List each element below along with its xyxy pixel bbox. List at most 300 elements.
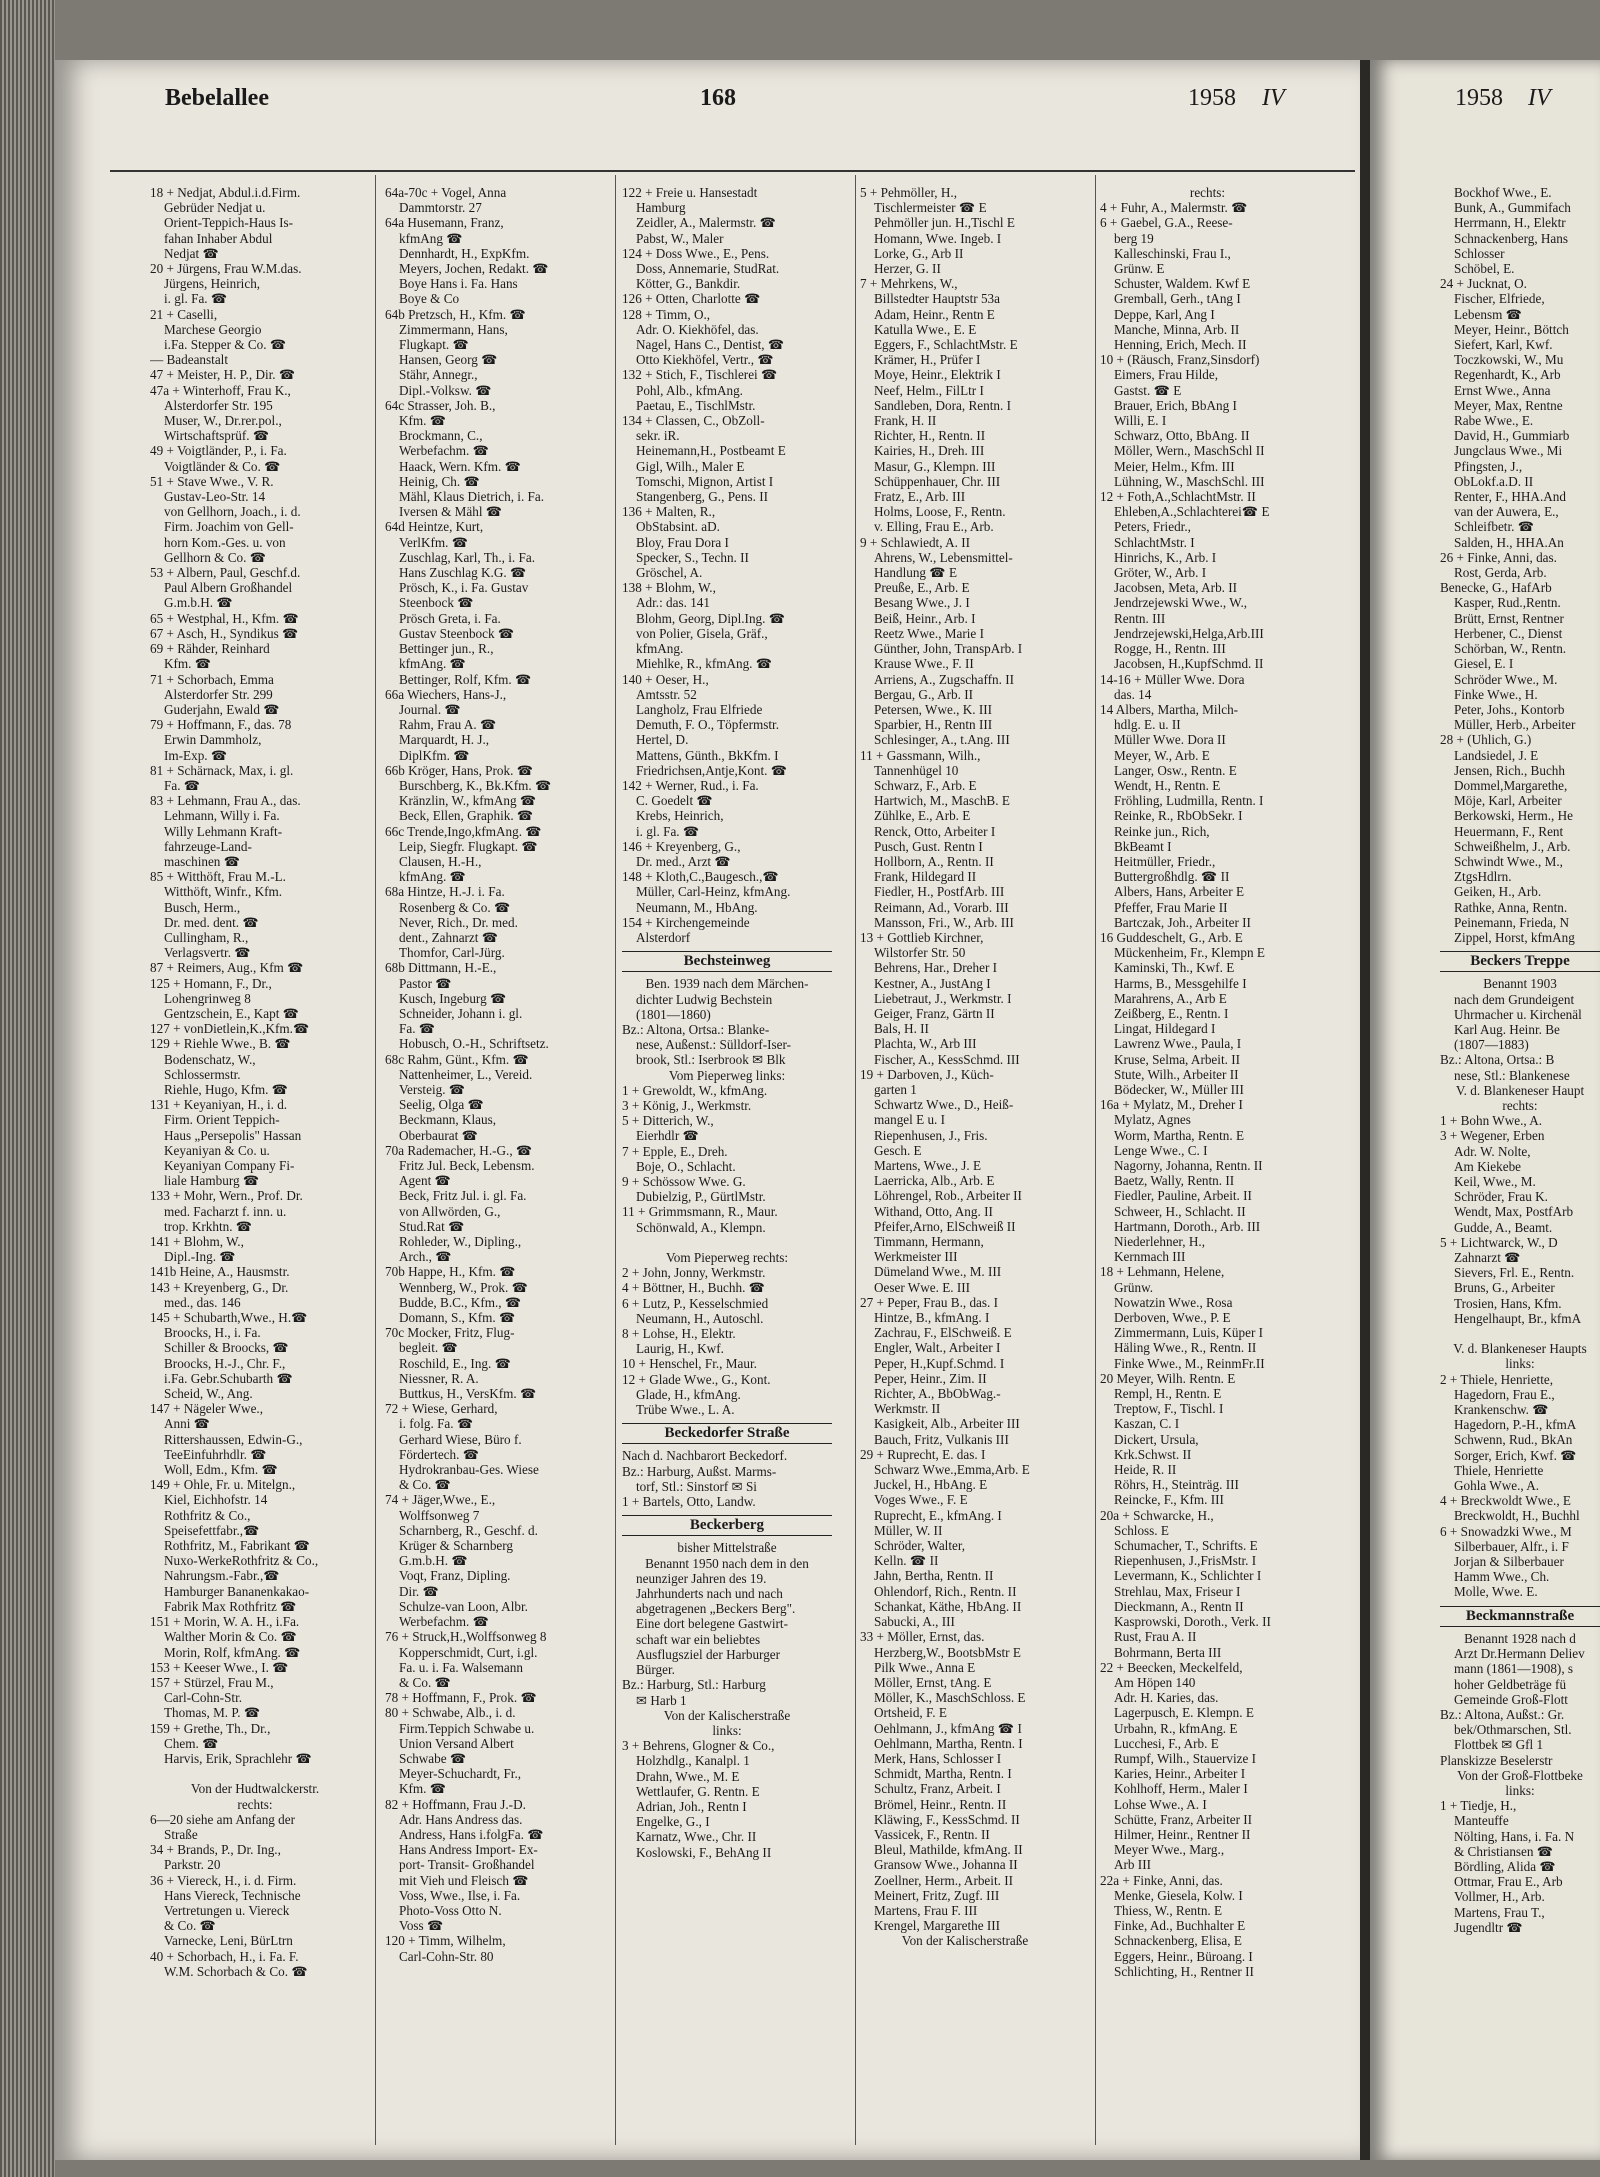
directory-line: Kusch, Ingeburg ☎ <box>399 990 507 1006</box>
directory-line: Wennberg, W., Prok. ☎ <box>399 1279 529 1295</box>
directory-line: 16 Guddeschelt, G., Arb. E <box>1100 929 1243 945</box>
directory-line: Gastst. ☎ E <box>1114 382 1182 398</box>
directory-line: Versteig. ☎ <box>399 1081 466 1097</box>
directory-line: Eine dort belegene Gastwirt- <box>636 1616 788 1632</box>
directory-line: Rahm, Frau A. ☎ <box>399 717 497 733</box>
directory-line: Walther Morin & Co. ☎ <box>164 1629 297 1645</box>
directory-line: Finke, Ad., Buchhalter E <box>1114 1918 1246 1934</box>
directory-line: Dommel,Margarethe, <box>1454 777 1568 793</box>
directory-line: TeeEinfuhrhdlr. ☎ <box>164 1446 267 1462</box>
directory-line: Peters, Friedr., <box>1114 519 1191 535</box>
directory-line: Bergau, G., Arb. II <box>874 686 974 702</box>
directory-line: 72 + Wiese, Gerhard, <box>385 1401 498 1417</box>
directory-line: Rogge, H., Rentn. III <box>1114 641 1226 657</box>
directory-line: Plachta, W., Arb III <box>874 1036 977 1052</box>
directory-line: Withand, Otto, Ang. II <box>874 1203 993 1219</box>
directory-line: Oehlmann, Martha, Rentn. I <box>874 1735 1023 1751</box>
street-heading: Beckerberg <box>622 1515 832 1536</box>
directory-line: Mansson, Fri., W., Arb. III <box>874 914 1014 930</box>
directory-line: Haus „Persepolis" Hassan <box>164 1127 302 1143</box>
directory-line: Pfeifer,Arno, ElSchweiß II <box>874 1218 1016 1234</box>
directory-line: Bz.: Harburg, Außst. Marms- <box>622 1463 777 1479</box>
directory-line: 143 + Kreyenberg, G., Dr. <box>150 1279 289 1295</box>
directory-line: port- Transit- Großhandel <box>399 1857 535 1873</box>
directory-line: Vom Pieperweg links: <box>668 1067 786 1083</box>
directory-line: 1 + Bartels, Otto, Landw. <box>622 1494 756 1510</box>
directory-line: i.Fa. Stepper & Co. ☎ <box>164 337 287 353</box>
directory-line: Woll, Edm., Kfm. ☎ <box>164 1462 278 1478</box>
directory-line: Kfm. ☎ <box>399 413 447 429</box>
directory-line: Buttergroßhdlg. ☎ II <box>1114 869 1230 885</box>
directory-line: Gebrüder Nedjat u. <box>164 200 266 216</box>
directory-line: Finke Wwe., H. <box>1454 686 1538 702</box>
directory-line: rechts: <box>1189 185 1226 200</box>
directory-line: Nowatzin Wwe., Rosa <box>1114 1294 1233 1310</box>
directory-line: Bruns, G., Arbeiter <box>1454 1280 1555 1296</box>
column-divider <box>615 175 616 2145</box>
directory-line: Meier, Helm., Kfm. III <box>1114 458 1235 474</box>
directory-line: Nedjat ☎ <box>164 245 219 261</box>
directory-line: Jorjan & Silberbauer <box>1454 1554 1564 1570</box>
directory-line: Dümeland Wwe., M. III <box>874 1264 1002 1280</box>
directory-line: Hobusch, O.-H., Schriftsetz. <box>399 1036 549 1052</box>
directory-line: Bürger. <box>636 1662 675 1678</box>
directory-line: Hertel, D. <box>636 732 689 748</box>
directory-line: Am Höpen 140 <box>1114 1674 1196 1690</box>
directory-line: Wolffsonweg 7 <box>399 1507 480 1523</box>
directory-line: Pabst, W., Maler <box>636 230 724 246</box>
directory-line: 142 + Werner, Rud., i. Fa. <box>622 777 759 793</box>
directory-line: Schütte, Franz, Arbeiter II <box>1114 1811 1253 1827</box>
directory-line: Von der Kalischerstraße <box>663 1707 791 1723</box>
directory-line: Katulla Wwe., E. E <box>874 321 977 337</box>
directory-line: Strehlau, Max, Friseur I <box>1114 1583 1241 1599</box>
directory-line: Gustav-Leo-Str. 14 <box>164 489 266 505</box>
directory-line: Molle, Wwe. E. <box>1454 1584 1538 1600</box>
directory-line: Adam, Heinr., Rentn E <box>874 306 995 322</box>
directory-line: 10 + (Räusch, Franz,Sinsdorf) <box>1100 352 1260 368</box>
directory-line: Broocks, H., i. Fa. <box>164 1325 261 1341</box>
directory-line: 141b Heine, A., Hausmstr. <box>150 1264 290 1280</box>
directory-line: Rittershaussen, Edwin-G., <box>164 1431 303 1447</box>
directory-line: Paetau, E., TischlMstr. <box>636 397 756 413</box>
directory-line: Blohm, Georg, Dipl.Ing. ☎ <box>636 610 786 626</box>
directory-line: Rust, Frau A. II <box>1114 1629 1197 1645</box>
directory-line: Kasigkeit, Alb., Arbeiter III <box>874 1416 1020 1432</box>
directory-line: Herzberg,W., BootsbMstr E <box>874 1644 1021 1660</box>
directory-line: Schwarz Wwe.,Emma,Arb. E <box>874 1462 1030 1478</box>
directory-line: brook, Stl.: Iserbrook ✉ Blk <box>636 1052 786 1068</box>
directory-line: Doss, Annemarie, StudRat. <box>636 261 780 277</box>
directory-line: Brömel, Heinr., Rentn. II <box>874 1796 1007 1812</box>
directory-line: Hamburger Bananenkakao- <box>164 1583 310 1599</box>
directory-line: Busch, Herm., <box>164 899 241 915</box>
street-heading: Beckedorfer Straße <box>622 1423 832 1444</box>
directory-line: Neumann, M., HbAng. <box>636 899 758 915</box>
directory-line: Broocks, H.-J., Chr. F., <box>164 1355 286 1371</box>
directory-line: Manteuffe <box>1454 1813 1509 1829</box>
directory-line: Bartczak, Joh., Arbeiter II <box>1114 914 1251 930</box>
directory-line: Bz.: Harburg, Stl.: Harburg <box>622 1677 766 1693</box>
directory-line: Fördertech. ☎ <box>399 1446 480 1462</box>
directory-line: Dr. med. dent. ☎ <box>164 914 259 930</box>
directory-line: Schiller & Broocks, ☎ <box>164 1340 289 1356</box>
directory-line: hoher Geldbeträge fü <box>1454 1676 1567 1692</box>
directory-line: Toczkowski, W., Mu <box>1454 352 1564 368</box>
directory-line: maschinen ☎ <box>164 853 241 869</box>
directory-line: 3 + Wegener, Erben <box>1440 1128 1545 1144</box>
directory-line: Fischer, A., KessSchmd. III <box>874 1051 1020 1067</box>
directory-line: Schöbel, E. <box>1454 261 1515 277</box>
directory-line: 78 + Hoffmann, F., Prok. ☎ <box>385 1690 537 1706</box>
directory-line: 125 + Homann, F., Dr., <box>150 975 272 991</box>
directory-line: Grünw. <box>1114 1279 1154 1295</box>
directory-line: i. gl. Fa. ☎ <box>164 291 228 307</box>
directory-line: Friedrichsen,Antje,Kont. ☎ <box>636 762 788 778</box>
directory-line: Schuster, Waldem. Kwf E <box>1114 276 1251 292</box>
directory-line: Hans Zuschlag K.G. ☎ <box>399 565 527 581</box>
directory-line: 67 + Asch, H., Syndikus ☎ <box>150 625 299 641</box>
directory-line: Nagel, Hans C., Dentist, ☎ <box>636 337 785 353</box>
directory-line: Jahn, Bertha, Rentn. II <box>874 1568 994 1584</box>
directory-line: Jacobsen, H.,KupfSchmd. II <box>1114 656 1264 672</box>
directory-line: Möje, Karl, Arbeiter <box>1454 793 1562 809</box>
directory-line: 64a Husemann, Franz, <box>385 215 504 231</box>
directory-line: Sandleben, Dora, Rentn. I <box>874 397 1011 413</box>
directory-line: Specker, S., Techn. II <box>636 549 749 565</box>
directory-line: Meinert, Fritz, Zugf. III <box>874 1887 1000 1903</box>
directory-line: Alsterdorf <box>636 929 691 945</box>
directory-line: G.m.b.H. ☎ <box>399 1553 468 1569</box>
directory-line: Sparbier, H., Rentn III <box>874 717 993 733</box>
directory-line: Karies, Heinr., Arbeiter I <box>1114 1766 1246 1782</box>
directory-line: Fiedler, Pauline, Arbeit. II <box>1114 1188 1252 1204</box>
directory-line: Prösch, K., i. Fa. Gustav <box>399 580 529 596</box>
directory-line: Firm. Orient Teppich- <box>164 1112 280 1128</box>
directory-line: V. d. Blankeneser Haupt <box>1455 1082 1585 1098</box>
directory-line: 148 + Kloth,C.,Baugesch.,☎ <box>622 869 779 885</box>
directory-line: Voges Wwe., F. E <box>874 1492 968 1508</box>
directory-line: Zeißberg, E., Rentn. I <box>1114 1005 1229 1021</box>
directory-line: Gerhard Wiese, Büro f. <box>399 1431 522 1447</box>
directory-line: Sabucki, A., III <box>874 1614 955 1630</box>
directory-line: Hartmann, Doroth., Arb. III <box>1114 1218 1261 1234</box>
directory-line: Schlossermstr. <box>164 1066 241 1082</box>
directory-line: Gentzschein, E., Kapt ☎ <box>164 1005 300 1021</box>
directory-line: rechts: <box>237 1796 273 1812</box>
directory-line: 129 + Riehle Wwe., B. ☎ <box>150 1036 291 1052</box>
directory-line: Andress, Hans i.folgFa. ☎ <box>399 1826 544 1842</box>
directory-line: & Co. ☎ <box>164 1918 216 1934</box>
directory-line: Von der Groß-Flottbeke <box>1457 1767 1583 1783</box>
directory-line: Morin, Rolf, kfmAng. ☎ <box>164 1644 301 1660</box>
directory-line: Adr.: das. 141 <box>636 595 710 611</box>
directory-line: 138 + Blohm, W., <box>622 580 716 596</box>
directory-line: 146 + Kreyenberg, G., <box>622 838 741 854</box>
directory-line: Fa. ☎ <box>164 777 201 793</box>
directory-line: 16a + Mylatz, M., Dreher I <box>1100 1097 1243 1113</box>
directory-line: 149 + Ohle, Fr. u. Mitelgn., <box>150 1477 296 1493</box>
directory-line: SchlachtMstr. I <box>1114 534 1195 550</box>
directory-line: 120 + Timm, Wilhelm, <box>385 1933 506 1949</box>
directory-line: Dieckmann, A., Rentn II <box>1114 1598 1244 1614</box>
directory-line: Heinemann,H., Postbeamt E <box>636 443 786 459</box>
directory-line: 6—20 siehe am Anfang der <box>150 1811 296 1827</box>
directory-line: fahan Inhaber Abdul <box>164 230 273 246</box>
directory-line: Scharnberg, R., Geschf. d. <box>399 1522 538 1538</box>
directory-line: Stute, Wilh., Arbeiter II <box>1114 1066 1239 1082</box>
directory-line: Kernmach III <box>1114 1249 1186 1265</box>
directory-line: 70b Happe, H., Kfm. ☎ <box>385 1264 516 1280</box>
directory-line: Engelke, G., I <box>636 1814 710 1830</box>
directory-line: berg 19 <box>1114 230 1154 246</box>
directory-line: 6 + Lutz, P., Kesselschmied <box>622 1295 769 1311</box>
directory-line: Lucchesi, F., Arb. E <box>1114 1735 1219 1751</box>
directory-line: Zippel, Horst, kfmAng <box>1454 929 1575 945</box>
directory-line: Kiel, Eichhofstr. 14 <box>164 1492 268 1508</box>
directory-line: Lühning, W., MaschSchl. III <box>1114 473 1265 489</box>
directory-line: Parkstr. 20 <box>164 1857 221 1873</box>
directory-line: Reimann, Ad., Vorarb. III <box>874 899 1009 915</box>
directory-line: Bettinger, Rolf, Kfm. ☎ <box>399 671 532 687</box>
directory-line: Hansen, Georg ☎ <box>399 352 498 368</box>
directory-line: 11 + Grimmsmann, R., Maur. <box>622 1204 778 1220</box>
directory-line: Breckwoldt, H., Buchhl <box>1454 1508 1580 1524</box>
directory-line: 64a-70c + Vogel, Anna <box>385 185 507 200</box>
directory-line: Treptow, F., Tischl. I <box>1114 1401 1224 1417</box>
directory-line: Schweißhelm, J., Arb. <box>1454 838 1571 854</box>
directory-line: Arriens, A., Zugschaffn. II <box>874 671 1015 687</box>
directory-line: neunziger Jahren des 19. <box>636 1570 767 1586</box>
directory-line: 5 + Pehmöller, H., <box>860 185 958 200</box>
directory-line: Gohla Wwe., A. <box>1454 1478 1540 1494</box>
directory-line: Roschild, E., Ing. ☎ <box>399 1355 512 1371</box>
directory-column-1 <box>150 185 360 1979</box>
directory-line: Haack, Wern. Kfm. ☎ <box>399 458 522 474</box>
directory-line: Röhrs, H., Steinträg. III <box>1114 1477 1239 1493</box>
directory-line: Werkmeister III <box>874 1249 958 1265</box>
header-volume: IV <box>1262 85 1285 111</box>
street-heading: Beckers Treppe <box>1440 951 1600 972</box>
directory-line: 3 + König, J., Werkmstr. <box>622 1097 752 1113</box>
directory-line: Ben. 1939 nach dem Märchen- <box>645 976 809 992</box>
directory-line: & Co. ☎ <box>399 1674 451 1690</box>
directory-line: Fratz, E., Arb. III <box>874 489 966 505</box>
directory-line: Brockmann, C., <box>399 428 483 444</box>
directory-line: Kaszan, C. I <box>1114 1416 1180 1432</box>
directory-line: Karnatz, Wwe., Chr. II <box>636 1829 757 1845</box>
directory-line: Möller, K., MaschSchloss. E <box>874 1690 1026 1706</box>
directory-line: G.m.b.H. ☎ <box>164 595 233 611</box>
directory-line: Dammtorstr. 27 <box>399 200 482 216</box>
directory-line: 28 + (Uhlich, G.) <box>1440 732 1532 748</box>
directory-line: Ortsheid, F. E <box>874 1705 947 1721</box>
directory-line: Bördling, Alida ☎ <box>1454 1858 1556 1874</box>
directory-line: nach dem Grundeigent <box>1454 991 1575 1007</box>
directory-line: Eggers, Heinr., Büroang. I <box>1114 1948 1253 1964</box>
directory-line: Dipl.-Volksw. ☎ <box>399 382 492 398</box>
directory-line: 68c Rahm, Günt., Kfm. ☎ <box>385 1051 529 1067</box>
directory-line: Steenbock ☎ <box>399 595 474 611</box>
directory-line: Rohleder, W., Dipling., <box>399 1234 522 1250</box>
directory-line: Meyer, W., Arb. E <box>1114 747 1210 763</box>
directory-line: Kopperschmidt, Curt, i.gl. <box>399 1644 538 1660</box>
directory-line: Preuße, E., Arb. E <box>874 580 970 596</box>
directory-line: (1801—1860) <box>636 1006 711 1022</box>
directory-line: Eggers, F., SchlachtMstr. E <box>874 337 1018 353</box>
directory-line: 27 + Peper, Frau B., das. I <box>860 1294 999 1310</box>
directory-line: Hartwich, M., MaschB. E <box>874 793 1010 809</box>
directory-line: Schlesinger, A., t.Ang. III <box>874 732 1010 748</box>
directory-line: Kalleschinski, Frau I., <box>1114 245 1231 261</box>
directory-line: Müller, Herb., Arbeiter <box>1454 717 1576 733</box>
directory-line: Silberbauer, Alfr., i. F <box>1454 1538 1569 1554</box>
directory-line: 68a Hintze, H.-J. i. Fa. <box>385 884 505 900</box>
directory-line: Reinke jun., Rich, <box>1114 823 1210 839</box>
directory-line: Witthöft, Winfr., Kfm. <box>164 884 283 900</box>
directory-line: 153 + Keeser Wwe., I. ☎ <box>150 1659 289 1675</box>
directory-line: 83 + Lehmann, Frau A., das. <box>150 793 301 809</box>
directory-line: Bauch, Fritz, Vulkanis III <box>874 1431 1009 1447</box>
directory-line: Dr. med., Arzt ☎ <box>636 853 731 869</box>
directory-line: Schloss. E <box>1114 1522 1169 1538</box>
directory-line: Martens, Wwe., J. E <box>874 1158 982 1173</box>
directory-line: Schlosser <box>1454 245 1505 261</box>
directory-line: Nattenheimer, L., Vereid. <box>399 1066 533 1082</box>
directory-line: Behrens, Har., Dreher I <box>874 960 998 976</box>
directory-line: Bockhof Wwe., E. <box>1454 185 1552 200</box>
directory-line: Adr. Hans Andress das. <box>399 1811 523 1827</box>
directory-line: Schmidt, Martha, Rentn. I <box>874 1766 1012 1782</box>
directory-line: Hintze, B., kfmAng. I <box>874 1310 990 1326</box>
directory-line: Bödecker, W., Müller III <box>1114 1081 1244 1097</box>
directory-line: Kasper, Rud.,Rentn. <box>1454 595 1561 611</box>
directory-line: 20 Meyer, Wilh. Rentn. E <box>1100 1370 1236 1386</box>
directory-line: 64d Heintze, Kurt, <box>385 519 484 535</box>
directory-line: Jürgens, Heinrich, <box>164 276 261 292</box>
directory-line: Häling Wwe., R., Rentn. II <box>1114 1340 1257 1356</box>
directory-line: Boye & Co <box>399 291 460 307</box>
directory-line: Dubielzig, P., GürtlMstr. <box>636 1189 766 1205</box>
directory-line: Siefert, Karl, Kwf. <box>1454 337 1553 353</box>
directory-line: Muser, W., Dr.rer.pol., <box>164 413 282 429</box>
directory-line: 79 + Hoffmann, F., das. 78 <box>150 717 292 733</box>
directory-line: Riepenhusen, J.,FrisMstr. I <box>1114 1553 1257 1569</box>
directory-line: Leip, Siegfr. Flugkapt. ☎ <box>399 838 538 854</box>
directory-line: Rosenberg & Co. ☎ <box>399 899 511 915</box>
directory-line: Am Kiekebe <box>1454 1158 1522 1174</box>
directory-line: Wendt, H., Rentn. E <box>1114 777 1221 793</box>
directory-line: Mylatz, Agnes <box>1114 1112 1191 1128</box>
directory-line: 29 + Ruprecht, E. das. I <box>860 1446 986 1462</box>
directory-line: Zühlke, E., Arb. E <box>874 808 971 824</box>
directory-line: Laerricka, Alb., Arb. E <box>874 1173 995 1189</box>
directory-line: Trosien, Hans, Kfm. <box>1454 1295 1562 1311</box>
directory-column-3 <box>622 185 832 1860</box>
directory-line: Gustav Steenbock ☎ <box>399 625 515 641</box>
directory-line: 68b Dittmann, H.-E., <box>385 960 497 976</box>
directory-line: 20a + Schwarcke, H., <box>1100 1507 1214 1523</box>
directory-line: Schwarz, Otto, BbAng. II <box>1114 428 1250 444</box>
directory-line: Bohrmann, Berta III <box>1114 1644 1222 1660</box>
directory-line: Herrmann, H., Elektr <box>1454 215 1566 231</box>
directory-line: Meyer, Max, Rentne <box>1454 397 1563 413</box>
directory-line: 154 + Kirchengemeinde <box>622 914 750 930</box>
directory-line <box>150 1766 360 1781</box>
directory-line: 2 + Thiele, Henriette, <box>1440 1371 1554 1387</box>
directory-line <box>1440 1326 1600 1341</box>
directory-line: Herzer, G. II <box>874 261 941 277</box>
directory-line: Salden, H., HHA.An <box>1454 534 1564 550</box>
directory-line: VerlKfm. ☎ <box>399 534 469 550</box>
directory-line: Carl-Cohn-Str. <box>164 1690 243 1706</box>
directory-line: 122 + Freie u. Hansestadt <box>622 185 758 200</box>
directory-line: Keil, Wwe., M. <box>1454 1174 1536 1189</box>
directory-line: Journal. ☎ <box>399 701 461 717</box>
directory-line: Hinrichs, K., Arb. I <box>1114 549 1217 565</box>
directory-line: Gröschel, A. <box>636 565 703 581</box>
directory-line: Boye Hans i. Fa. Hans <box>399 276 518 292</box>
directory-line: Fritz Jul. Beck, Lebensm. <box>399 1158 535 1173</box>
directory-line: 34 + Brands, P., Dr. Ing., <box>150 1842 281 1858</box>
directory-line: David, H., Gummiarb <box>1454 428 1570 444</box>
directory-line: Krengel, Margarethe III <box>874 1918 1001 1934</box>
directory-line: Krüger & Scharnberg <box>399 1538 514 1554</box>
directory-line: Wendt, Max, PostfArb <box>1454 1204 1574 1220</box>
directory-line: Krankenschw. ☎ <box>1454 1402 1549 1418</box>
directory-line: Tannenhügel 10 <box>874 762 959 778</box>
directory-line: Ahrens, W., Lebensmittel- <box>874 549 1013 565</box>
directory-line: 127 + vonDietlein,K.,Kfm.☎ <box>150 1021 310 1037</box>
directory-line: 80 + Schwabe, Alb., i. d. <box>385 1705 516 1721</box>
directory-line: Krämer, H., Prüfer I <box>874 352 981 368</box>
directory-line: Chem. ☎ <box>164 1735 219 1751</box>
directory-line: Voigtländer & Co. ☎ <box>164 458 281 474</box>
directory-line: Homann, Wwe. Ingeb. I <box>874 230 1002 246</box>
directory-line: ZtgsHdlrn. <box>1454 869 1512 885</box>
directory-line: Fischer, Elfriede, <box>1454 291 1545 307</box>
directory-line: Vertretungen u. Viereck <box>164 1902 290 1918</box>
directory-line: Krk.Schwst. II <box>1114 1446 1192 1462</box>
directory-line: 47 + Meister, H. P., Dir. ☎ <box>150 367 296 383</box>
directory-line: Jugendltr ☎ <box>1454 1919 1523 1935</box>
directory-line: Jendrzejewski,Helga,Arb.III <box>1114 625 1264 641</box>
directory-line: v. Elling, Frau E., Arb. <box>874 519 994 535</box>
directory-line: Geiger, Franz, Gärtn II <box>874 1005 995 1021</box>
directory-line: Meyer, Heinr., Böttch <box>1454 321 1569 337</box>
directory-line: dent., Zahnarzt ☎ <box>399 929 499 945</box>
directory-line: 1 + Tiedje, H., <box>1440 1798 1517 1814</box>
directory-line: DiplKfm. ☎ <box>399 747 470 763</box>
directory-line: Sievers, Frl. E., Rentn. <box>1454 1265 1575 1281</box>
directory-line: Meyer-Schuchardt, Fr., <box>399 1766 522 1782</box>
directory-line: Schröder Wwe., M. <box>1454 671 1558 687</box>
directory-line: Voss, Wwe., Ilse, i. Fa. <box>399 1887 521 1903</box>
directory-line: Schwartz Wwe., D., Heiß- <box>874 1097 1014 1113</box>
directory-line: Manche, Minna, Arb. II <box>1114 321 1240 337</box>
directory-line: Meyer Wwe., Marg., <box>1114 1842 1225 1858</box>
street-heading: Beckmannstraße <box>1440 1606 1600 1627</box>
header-year: 1958 <box>1188 85 1236 111</box>
directory-line: Domann, S., Kfm. ☎ <box>399 1310 516 1326</box>
header-rule <box>110 170 1355 172</box>
directory-line: abgetragenen „Beckers Berg". <box>636 1601 796 1617</box>
directory-line: Flottbek ✉ Gfl 1 <box>1454 1737 1544 1753</box>
directory-line: Martens, Frau F. III <box>874 1902 978 1918</box>
directory-line: ObStabsint. aD. <box>636 519 720 535</box>
directory-line: von Polier, Gisela, Gräf., <box>636 625 768 641</box>
directory-line: Dickert, Ursula, <box>1114 1431 1199 1447</box>
